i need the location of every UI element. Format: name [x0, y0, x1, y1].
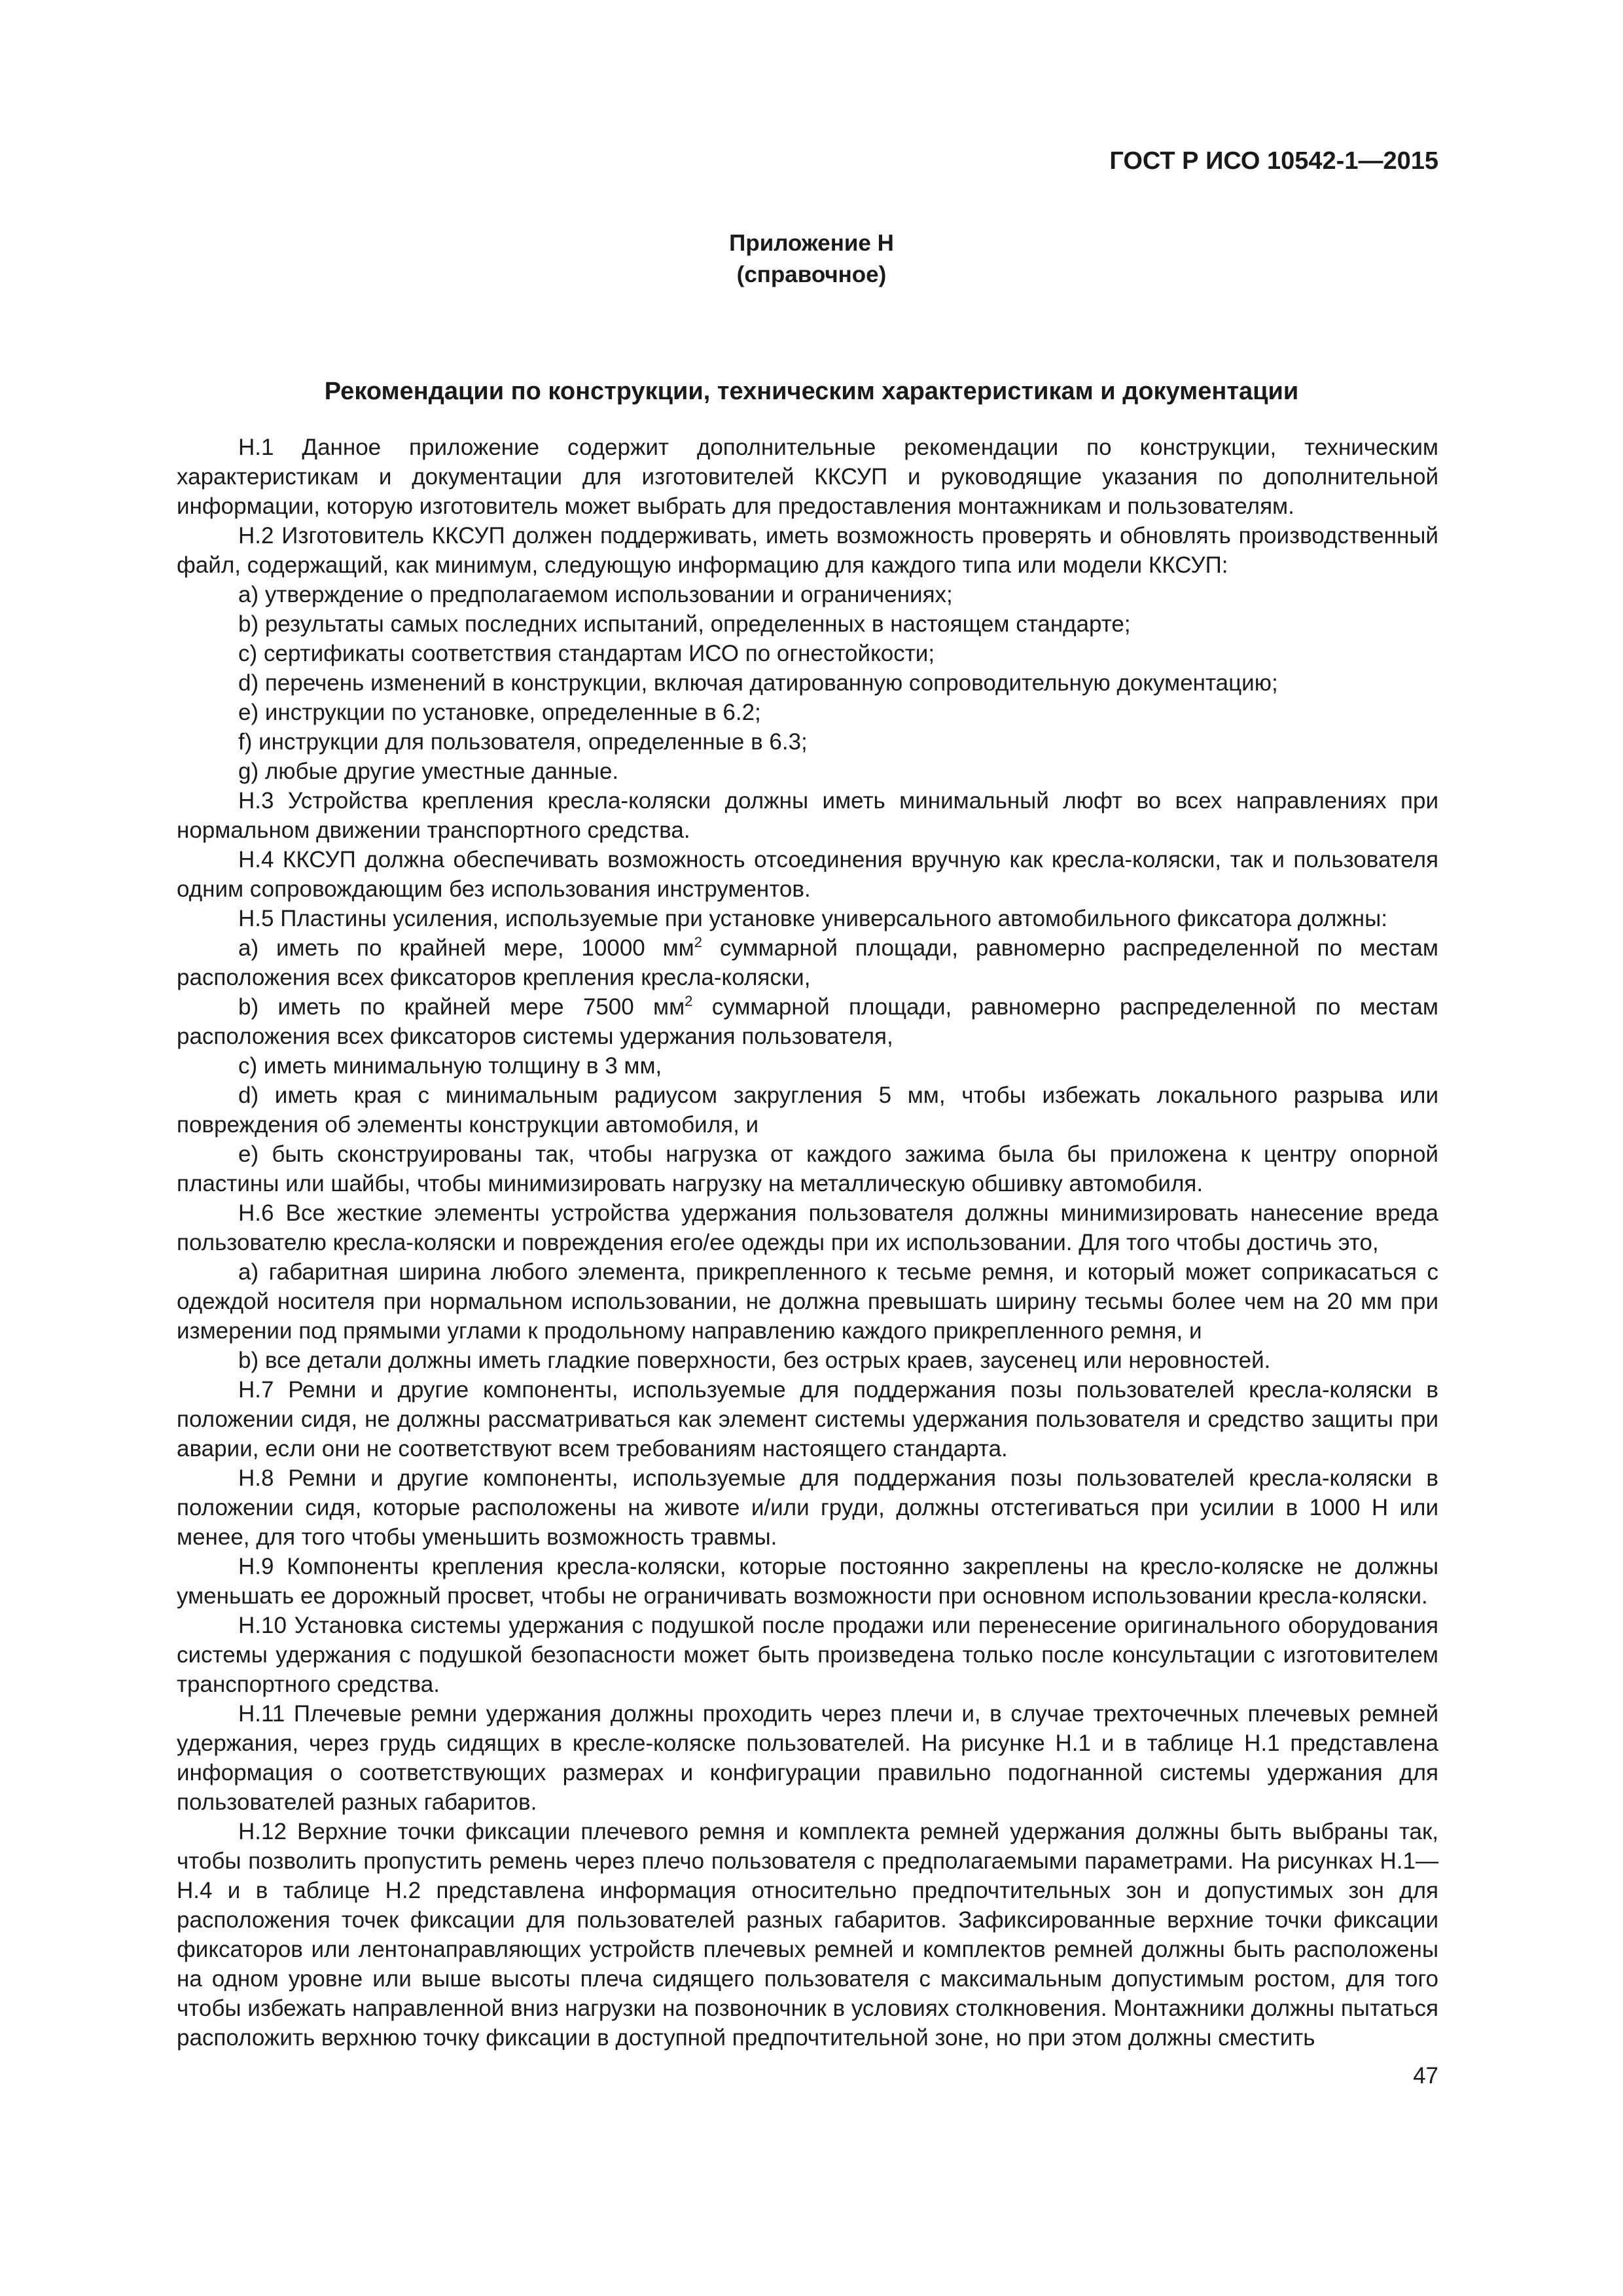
- list-item-h5-a: [177, 933, 1438, 992]
- list-item-h2-b: b) результаты самых последних испытаний, определенных в настоящем стандарте;: [238, 611, 1131, 637]
- list-item-h6-a: a) габаритная ширина любого элемента, прикрепленного к тесьме ремня, и который может соприкасаться с одеждой носителя при нормальном использовании, не должна превышать ширину тесьмы более чем на 20 мм при измерении под прямыми углами к продольному направлению каждого прикрепленного ремня, и: [177, 1259, 1438, 1344]
- paragraph-h6: Н.6 Все жесткие элементы устройства удержания пользователя должны минимизировать нанесение вреда пользователю кресла-коляски и повреждения его/ее одежды при их использовании. Для того чтобы достичь это,: [177, 1200, 1438, 1255]
- paragraph-h4: Н.4 ККСУП должна обеспечивать возможность отсоединения вручную как кресла-коляски, так и пользователя одним сопровождающим без использования инструментов.: [177, 847, 1438, 902]
- paragraph-h7: Н.7 Ремни и другие компоненты, используемые для поддержания позы пользователей кресла-коляски в положении сидя, не должны рассматриваться как элемент системы удержания пользователя и средство защиты при аварии, если они не соответствуют всем требованиям настоящего стандарта.: [177, 1377, 1438, 1462]
- list-item-h2-f: f) инструкции для пользователя, определенные в 6.3;: [238, 729, 808, 755]
- page-number: 47: [1413, 2063, 1438, 2089]
- annex-title: Приложение Н: [729, 230, 894, 256]
- paragraph-h8: Н.8 Ремни и другие компоненты, используемые для поддержания позы пользователей кресла-коляски в положении сидя, которые расположены на животе и/или груди, должны отстегиваться при усилии в 1000 Н или менее, для того чтобы уменьшить возможность травмы.: [177, 1465, 1438, 1550]
- superscript-square: 2: [694, 934, 702, 950]
- list-item-h5-b: [177, 992, 1438, 1051]
- paragraph-h10: Н.10 Установка системы удержания с подушкой после продажи или перенесение оригинального оборудования системы удержания с подушкой безопасности может быть произведена только после консультации с изготовителем транспортного средства.: [177, 1613, 1438, 1697]
- list-item-h5-e: e) быть сконструированы так, чтобы нагрузка от каждого зажима была бы приложена к центру опорной пластины или шайбы, чтобы минимизировать нагрузку на металлическую обшивку автомобиля.: [177, 1141, 1438, 1196]
- annex-subtitle: (справочное): [736, 262, 887, 287]
- paragraph-h11: Н.11 Плечевые ремни удержания должны проходить через плечи и, в случае трехточечных плечевых ремней удержания, через грудь сидящих в кресле-коляске пользователей. На рисунке Н.1 и в таблице Н.1 представлена информация о соответствующих размерах и конфигурации правильно подогнанной системы удержания для пользователей разных габаритов.: [177, 1701, 1438, 1815]
- paragraph-h5: Н.5 Пластины усиления, используемые при установке универсального автомобильного фиксатора должны:: [238, 906, 1387, 931]
- paragraph-h1: Н.1 Данное приложение содержит дополнительные рекомендации по конструкции, техническим характеристикам и документации для изготовителей ККСУП и руководящие указания по дополнительной информации, которую изготовитель может выбрать для предоставления монтажникам и пользователям.: [177, 435, 1438, 519]
- list-item-h5-d: d) иметь края с минимальным радиусом закругления 5 мм, чтобы избежать локального разрыва или повреждения об элементы конструкции автомобиля, и: [177, 1083, 1438, 1138]
- superscript-square: 2: [685, 993, 693, 1009]
- list-item-h5-c: c) иметь минимальную толщину в 3 мм,: [238, 1053, 662, 1079]
- document-id: ГОСТ Р ИСО 10542-1—2015: [1109, 147, 1438, 175]
- paragraph-h9: Н.9 Компоненты крепления кресла-коляски, которые постоянно закреплены на кресло-коляске не должны уменьшать ее дорожный просвет, чтобы не ограничивать возможности при основном использовании кресла-коляски.: [177, 1554, 1438, 1609]
- list-item-h2-d: d) перечень изменений в конструкции, включая датированную сопроводительную документацию;: [238, 670, 1278, 696]
- list-item-h2-e: e) инструкции по установке, определенные в 6.2;: [238, 700, 761, 725]
- annex-heading: [0, 228, 1623, 291]
- section-title: Рекомендации по конструкции, техническим характеристикам и документации: [324, 378, 1299, 405]
- list-item-h5-a-end: суммарной площади, равномерно распределенной по местам расположения всех фиксаторов крепления кресла-коляски,: [177, 935, 1438, 990]
- paragraph-h12: Н.12 Верхние точки фиксации плечевого ремня и комплекта ремней удержания должны быть выбраны так, чтобы позволить пропустить ремень через плечо пользователя с предполагаемыми параметрами. На рисунках Н.1—Н.4 и в таблице Н.2 представлена информация относительно предпочтительных зон и допустимых зон для расположения точек фиксации для пользователей разных габаритов. Зафиксированные верхние точки фиксации фиксаторов или лентонаправляющих устройств плечевых ремней и комплектов ремней должны быть расположены на одном уровне или выше высоты плеча сидящего пользователя с максимальным допустимым ростом, для того чтобы избежать направленной вниз нагрузки на позвоночник в условиях столкновения. Монтажники должны пытаться расположить верхнюю точку фиксации в доступной предпочтительной зоне, но при этом должны сместить: [177, 1819, 1438, 2051]
- paragraph-h3: Н.3 Устройства крепления кресла-коляски должны иметь минимальный люфт во всех направлениях при нормальном движении транспортного средства.: [177, 788, 1438, 843]
- list-item-h6-b: b) все детали должны иметь гладкие поверхности, без острых краев, заусенец или неровностей.: [238, 1348, 1271, 1373]
- list-item-h2-c: c) сертификаты соответствия стандартам ИСО по огнестойкости;: [238, 641, 935, 666]
- list-item-h2-a: a) утверждение о предполагаемом использовании и ограничениях;: [238, 582, 953, 607]
- list-item-h5-a-start: a) иметь по крайней мере, 10000 мм: [238, 935, 694, 961]
- list-item-h5-b-end: суммарной площади, равномерно распределенной по местам расположения всех фиксаторов системы удержания пользователя,: [177, 994, 1438, 1049]
- paragraph-h2: Н.2 Изготовитель ККСУП должен поддерживать, иметь возможность проверять и обновлять производственный файл, содержащий, как минимум, следующую информацию для каждого типа или модели ККСУП:: [177, 523, 1438, 578]
- list-item-h2-g: g) любые другие уместные данные.: [238, 759, 619, 784]
- list-item-h5-b-start: b) иметь по крайней мере 7500 мм: [238, 994, 685, 1020]
- document-body: [177, 433, 1438, 2053]
